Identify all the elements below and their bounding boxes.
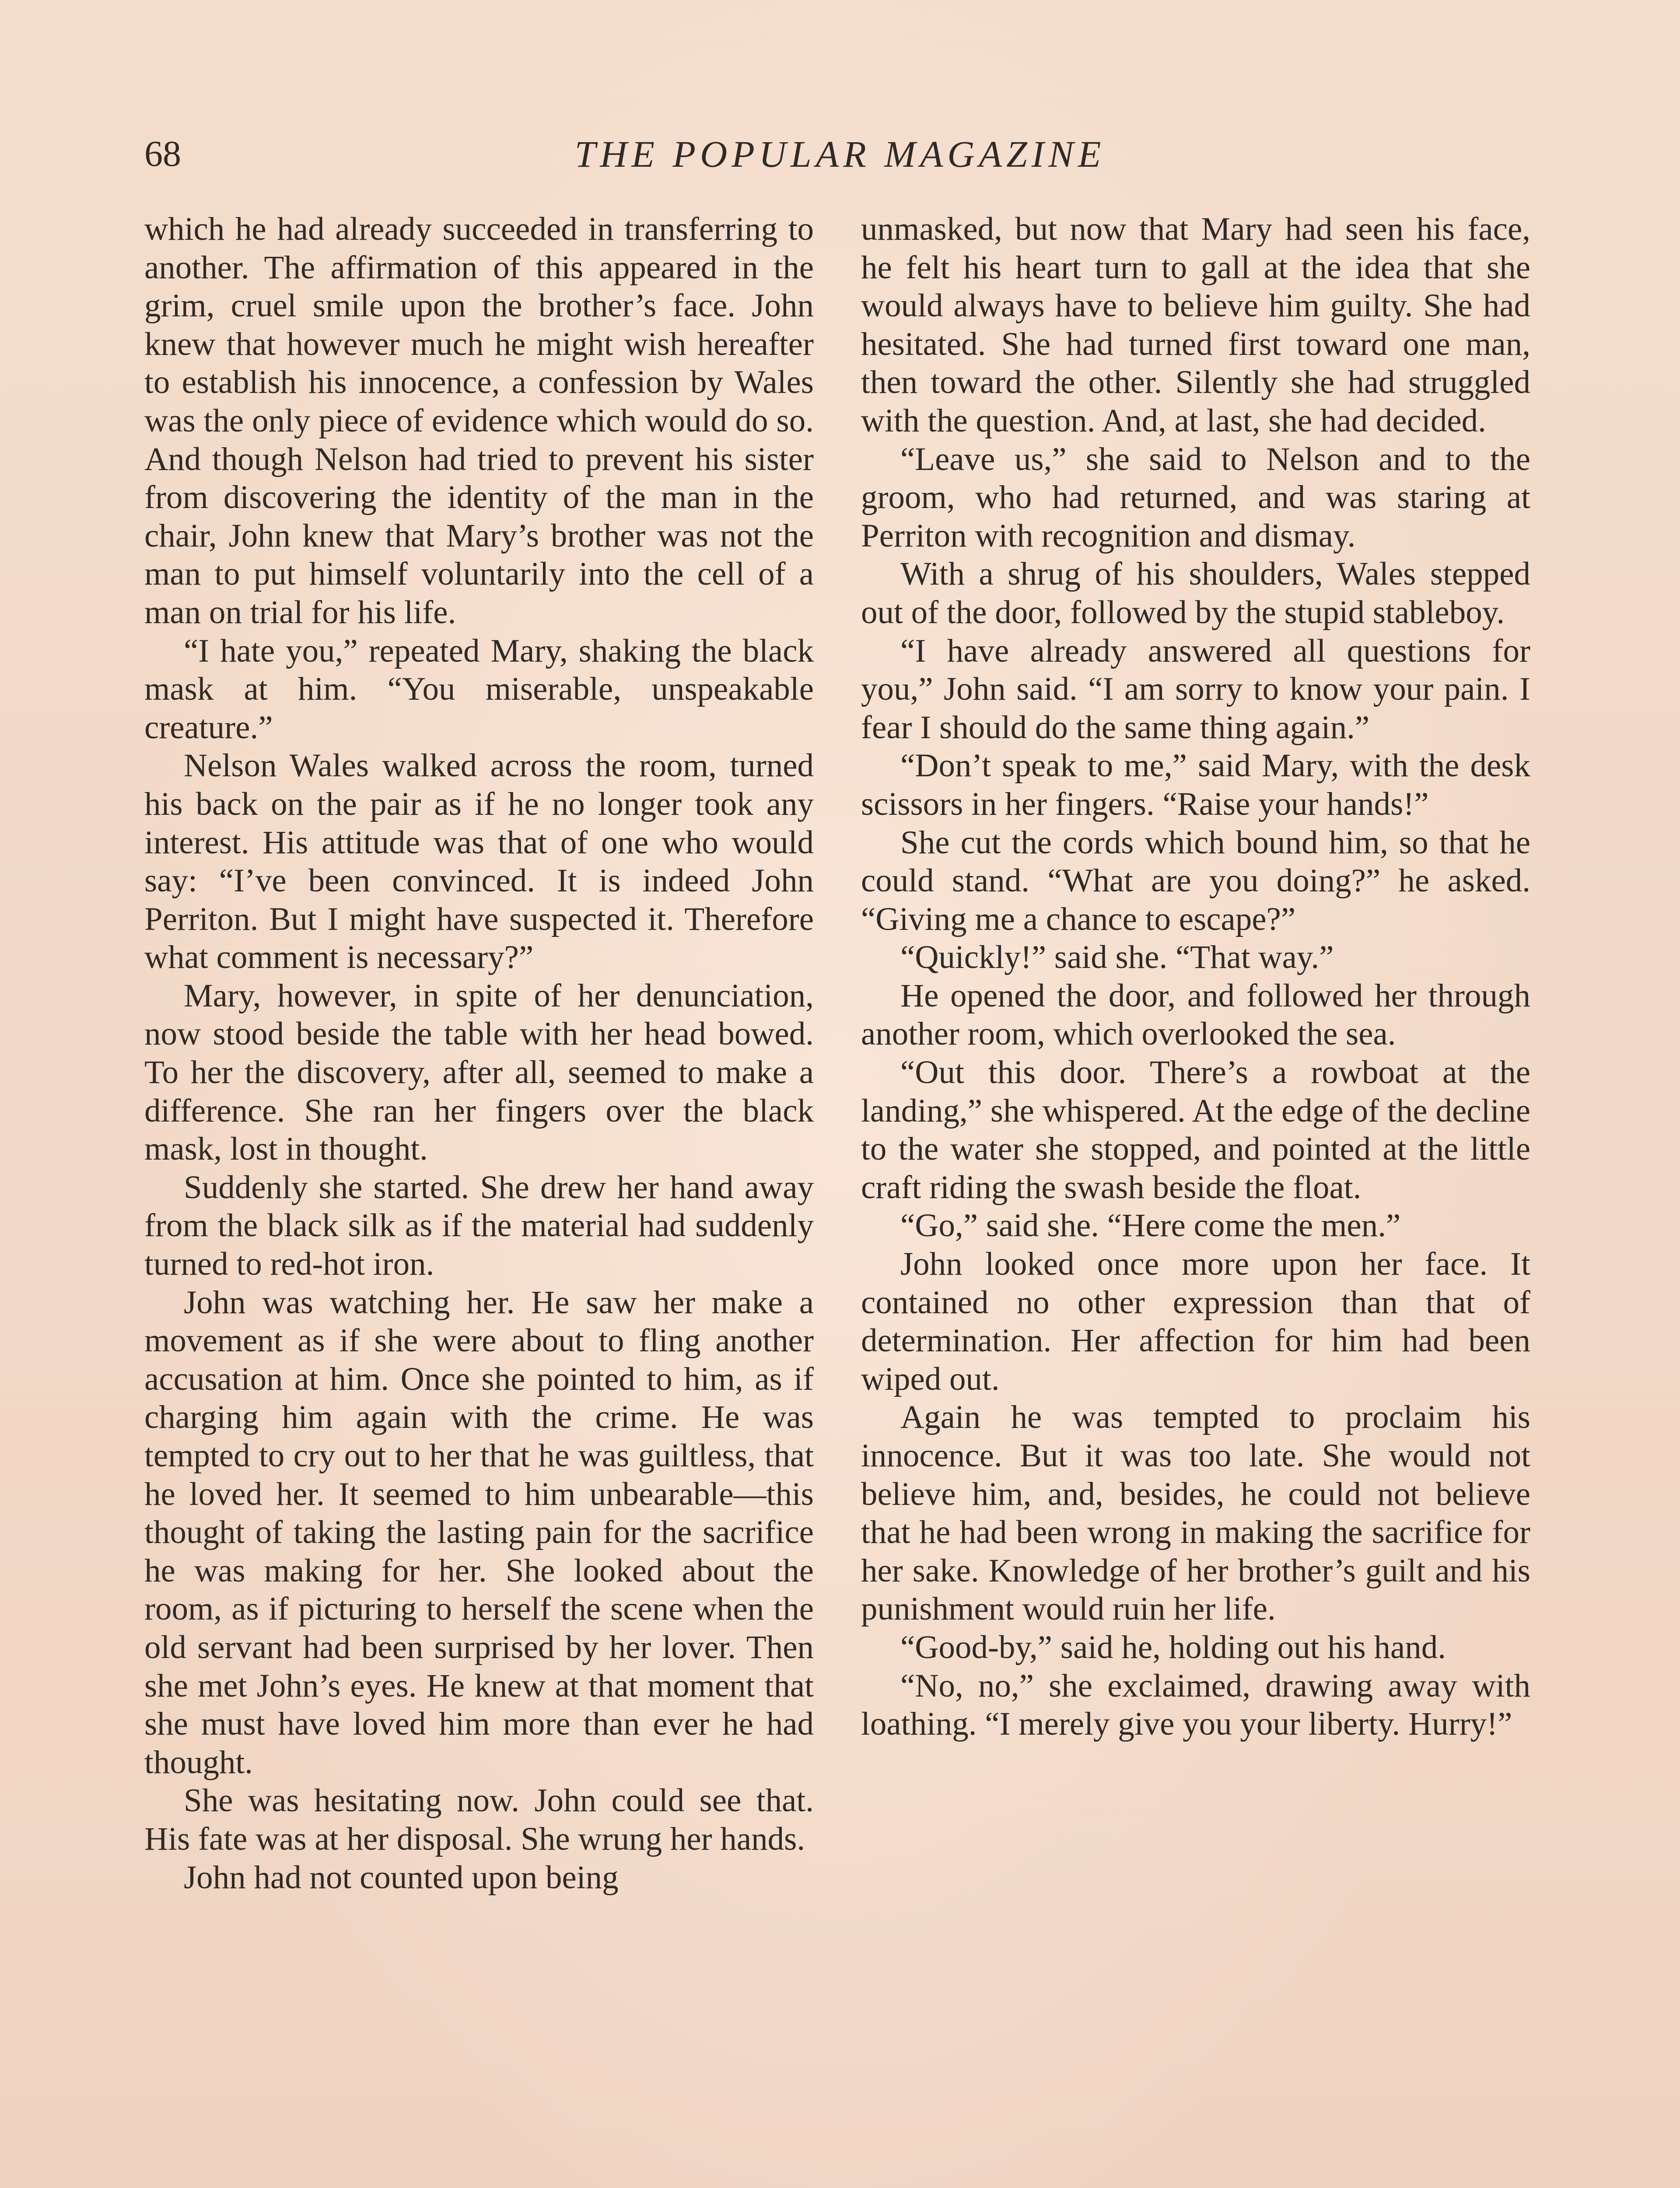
left-column [144,210,814,1897]
paragraph: “I have already answered all questions for you,” John said. “I am sorry to know your pain. I fear I should do the same thing again.” [861,632,1530,746]
page-header [144,128,1536,185]
paragraph: “Quickly!” said she. “That way.” [900,939,1334,976]
paragraph: She was hesitating now. John could see that. His fate was at her disposal. She wrung her hands. [144,1782,814,1857]
paragraph: She cut the cords which bound him, so that he could stand. “What are you doing?” he asked. “Giving me a chance to escape?” [861,824,1530,937]
paragraph: Mary, however, in spite of her denunciation, now stood beside the table with her head bowed. To her the discovery, after all, seemed to make a difference. She ran her fingers over the black mask, lost in thought. [144,977,814,1168]
paragraph: Suddenly she started. She drew her hand away from the black silk as if the material had suddenly turned to red-hot iron. [144,1169,814,1283]
paragraph: which he had already succeeded in transferring to another. The affirmation of this appeared in the grim, cruel smile upon the brother’s face. John knew that however much he might wish hereafter to establish his innocence, a confession by Wales was the only piece of evidence which would do so. And though Nelson had tried to prevent his sister from discovering the identity of the man in the chair, John knew that Mary’s brother was not the man to put himself voluntarily into the cell of a man on trial for his life. [144,211,814,631]
paragraph: John had not counted upon being [184,1859,619,1896]
paragraph: unmasked, but now that Mary had seen his face, he felt his heart turn to gall at the idea that she would always have to believe him guilty. She had hesitated. She had turned first toward one man, then toward the other. Silently she had struggled with the question. And, at last, she had decided. [861,211,1530,439]
running-title: THE POPULAR MAGAZINE [574,133,1106,175]
paragraph: “Leave us,” she said to Nelson and to the groom, who had returned, and was staring at Perriton with recognition and dismay. [861,441,1530,554]
paragraph: With a shrug of his shoulders, Wales stepped out of the door, followed by the stupid stableboy. [861,556,1530,631]
paragraph: Again he was tempted to proclaim his innocence. But it was too late. She would not believe him, and, besides, he could not believe that he had been wrong in making the sacrifice for her sake. Knowledge of her brother’s guilt and his punishment would ruin her life. [861,1399,1530,1627]
paragraph: “Good-by,” said he, holding out his hand. [900,1629,1446,1666]
page-number: 68 [144,133,181,174]
paragraph: Nelson Wales walked across the room, turned his back on the pair as if he no longer took any interest. His attitude was that of one who would say: “I’ve been convinced. It is indeed John Perriton. But I might have suspected it. Therefore what comment is necessary?” [144,747,814,976]
paragraph: “Don’t speak to me,” said Mary, with the desk scissors in her fingers. “Raise your hands!” [861,747,1530,822]
paragraph: “Go,” said she. “Here come the men.” [900,1207,1401,1244]
right-column [861,210,1530,1743]
paragraph: John was watching her. He saw her make a movement as if she were about to fling another accusation at him. Once she pointed to him, as if charging him again with the crime. He was tempted to cry out to her that he was guiltless, that he loved her. It seemed to him unbearable—this thought of taking the lasting pain for the sacrifice he was making for her. She looked about the room, as if picturing to herself the scene when the old servant had been surprised by her lover. Then she met John’s eyes. He knew at that moment that she must have loved him more than ever he had thought. [144,1284,814,1781]
paragraph: “No, no,” she exclaimed, drawing away with loathing. “I merely give you your liberty. Hurry!” [861,1667,1530,1743]
paragraph: “Out this door. There’s a rowboat at the landing,” she whispered. At the edge of the decline to the water she stopped, and pointed at the little craft riding the swash beside the float. [861,1054,1530,1206]
paragraph: John looked once more upon her face. It contained no other expression than that of determination. Her affection for him had been wiped out. [861,1246,1530,1397]
paragraph: He opened the door, and followed her through another room, which overlooked the sea. [861,977,1530,1052]
paragraph: “I hate you,” repeated Mary, shaking the black mask at him. “You miserable, unspeakable creature.” [144,632,814,746]
